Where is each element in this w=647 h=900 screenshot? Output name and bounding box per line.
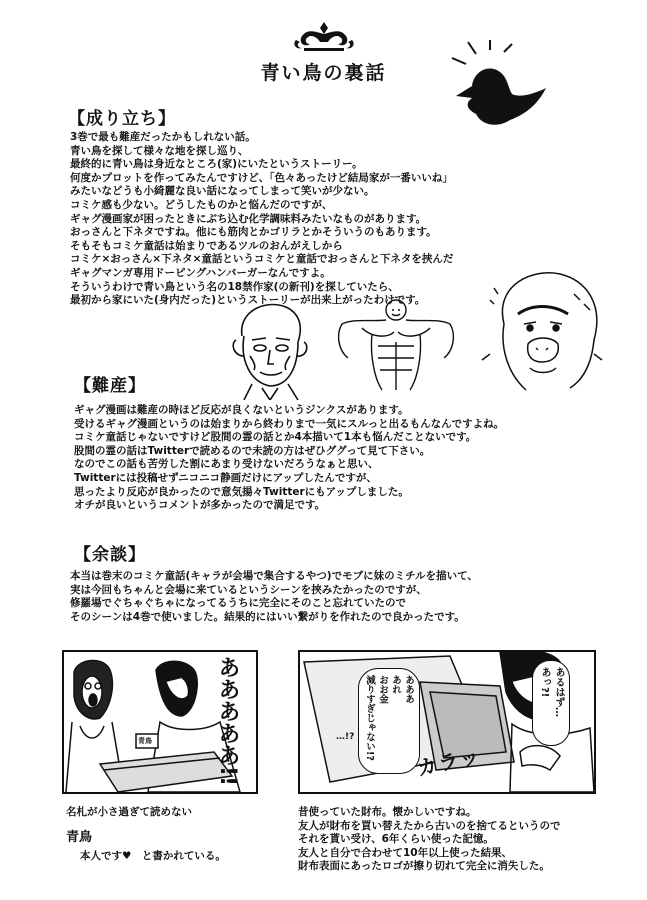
bubble-text: あれ xyxy=(390,675,401,694)
muscle-man-illustration xyxy=(332,294,460,394)
text-line: それを貰い受け、6年くらい使った記憶。 xyxy=(298,833,494,846)
comic-panel-left xyxy=(62,650,258,794)
section-heading-aside: 【余談】 xyxy=(74,545,146,565)
bubble-text: おお金 xyxy=(377,675,388,704)
aside-paragraph xyxy=(70,570,478,624)
text-line: 何度かプロットを作ってみたんですけど、「色々あったけど結局家が一番いいね」 xyxy=(70,171,453,184)
text-line: そのシーンは4巻で使いました。結果的にはいい繋がりを作れたので良かったです。 xyxy=(70,610,465,623)
left-panel-caption-note: 本人です♥ と書かれている。 xyxy=(80,850,226,862)
rattle-sfx: カラッ xyxy=(414,743,484,781)
difficulty-paragraph xyxy=(74,404,504,513)
bird-icon xyxy=(438,40,558,135)
comic-panel-right xyxy=(298,650,596,794)
text-line: 財布表面にあったロゴが擦り切れて完全に消失した。 xyxy=(298,860,550,873)
text-line: ギャグマンガ専用ドーピングハンバーガーなんですよ。 xyxy=(70,266,331,279)
text-line: コミケ×おっさん×下ネタ×童話というコミケと童話でおっさんと下ネタを挟んだ xyxy=(70,253,454,266)
bubble-exclaim: …!? xyxy=(336,732,355,742)
text-line: 修羅場でぐちゃぐちゃになってるうちに完全にそのこと忘れていたので xyxy=(70,597,406,610)
text-line: 本当は巻末のコミケ童話(キャラが会場で集合するやつ)でモブに妹のミチルを描いて、 xyxy=(70,570,478,582)
text-line: Twitterには投稿せずニコニコ静画だけにアップしたんですが、 xyxy=(74,471,377,484)
section-heading-origin: 【成り立ち】 xyxy=(68,109,176,129)
gorilla-illustration xyxy=(474,264,624,400)
page-title: 青い鳥の裏話 xyxy=(260,62,387,84)
text-line: 最初から家にいた(身内だった)というストーリーが出来上がったわけです。 xyxy=(70,294,426,307)
bubble-text: 減りすぎじゃない!? xyxy=(364,675,375,761)
bubble-text: あああ xyxy=(403,675,414,704)
bubble-text: あっ?! xyxy=(539,667,550,698)
bubble-text: あるはず… xyxy=(553,667,564,717)
ornament-icon xyxy=(290,18,358,56)
section-heading-difficulty: 【難産】 xyxy=(74,376,146,396)
text-line: 受けるギャグ漫画というのは始まりから終わりまで一気にスルっと出るもんなんですよね。 xyxy=(74,417,505,430)
text-line: ギャグ漫画家が困ったときにぶち込む化学調味料みたいなものがあります。 xyxy=(70,212,427,225)
text-line: 友人が財布を買い替えたから古いのを捨てるというので xyxy=(298,819,561,832)
speech-bubble-left xyxy=(358,668,420,774)
left-panel-caption-name: 青鳥 xyxy=(66,830,93,845)
text-line: オチが良いというコメントが多かったので満足です。 xyxy=(74,499,326,512)
text-line: 思ったより反応が良かったので意気揚々Twitterにもアップしました。 xyxy=(74,485,409,498)
text-line: コミケ感も少ない。どうしたものかと悩んだのですが、 xyxy=(70,198,333,211)
text-line: コミケ童話じゃないですけど股間の霊の話とか4本描いて1本も悩んだことないです。 xyxy=(74,431,477,444)
text-line: 股間の霊の話はTwitterで読めるので未読の方はぜひググって見て下さい。 xyxy=(74,444,431,457)
left-panel-caption: 名札が小さ過ぎて読めない xyxy=(66,806,192,818)
text-line: 実は今回もちゃんと会場に来ているというシーンを挟みたかったのですが、 xyxy=(70,583,427,596)
text-line: なのでこの話も苦労した割にあまり受けないだろうなぁと思い、 xyxy=(74,458,379,471)
text-line: みたいなどうも小綺麗な良い話になってしまって笑いが少ない。 xyxy=(70,185,375,198)
text-line: 最終的に青い鳥は身近なところ(家)にいたというストーリー。 xyxy=(70,158,363,171)
text-line: 3巻で最も難産だったかもしれない話。 xyxy=(70,131,256,143)
speech-bubble-right xyxy=(532,660,570,746)
old-man-illustration xyxy=(222,296,318,400)
text-line: そもそもコミケ童話は始まりであるツルのおんがえしから xyxy=(70,239,343,252)
text-line: おっさんと下ネタですね。他にも筋肉とかゴリラとかそういうのもあります。 xyxy=(70,226,437,239)
text-line: 昔使っていた財布。懐かしいですね。 xyxy=(298,806,477,818)
text-line: ギャグ漫画は難産の時ほど反応が良くないというジンクスがあります。 xyxy=(74,404,409,416)
name-tag: 青鳥 xyxy=(138,737,152,745)
text-line: そういうわけで青い鳥という名の18禁作家(の新刊)を探していたら、 xyxy=(70,280,399,293)
text-line: 友人と自分で合わせて10年以上使った結果、 xyxy=(298,846,513,859)
scream-sfx: あああああ!! xyxy=(215,656,240,787)
text-line: 青い鳥を探して様々な地を探し巡り、 xyxy=(70,144,249,157)
right-panel-caption xyxy=(298,806,561,874)
origin-paragraph xyxy=(70,131,453,308)
